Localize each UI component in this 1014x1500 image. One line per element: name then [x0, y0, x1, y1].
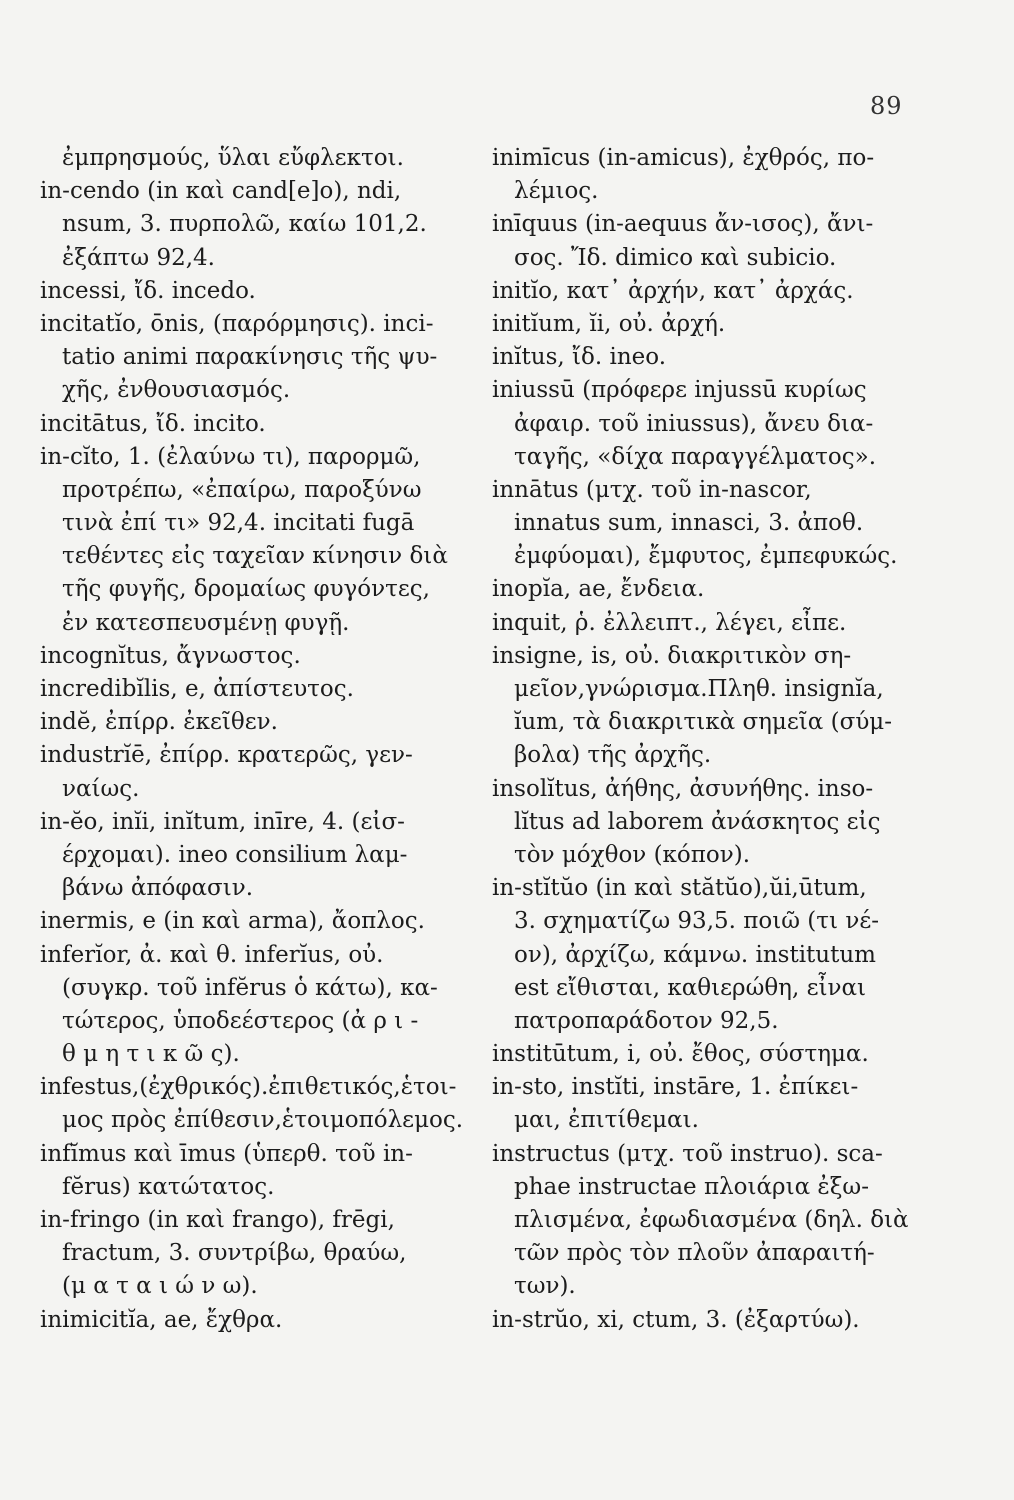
- right-column: [492, 142, 932, 1337]
- dictionary-line: 3. σχηματίζω 93,5. ποιῶ (τι νέ-: [514, 908, 880, 935]
- dictionary-line: πλισμένα, ἐφωδιασμένα (δηλ. διὰ: [514, 1207, 909, 1233]
- dictionary-line: innātus (μτχ. τοῦ in-nascor,: [492, 476, 812, 503]
- dictionary-line: iniussū (πρόφερε injussū κυρίως: [492, 377, 867, 404]
- dictionary-line: των).: [514, 1273, 576, 1300]
- dictionary-line: τῶν πρὸς τὸν πλοῦν ἀπαραιτή-: [514, 1240, 875, 1267]
- dictionary-line: in-sto, instĭti, instāre, 1. ἐπίκει-: [492, 1074, 859, 1101]
- dictionary-line: initĭo, κατ᾽ ἀρχήν, κατ᾽ ἀρχάς.: [492, 277, 854, 304]
- dictionary-line: τώτερος, ὑποδεέστερος (ἀ ρ ι -: [62, 1007, 419, 1034]
- dictionary-line: προτρέπω, «ἐπαίρω, παροξύνω: [62, 476, 422, 503]
- dictionary-line: tatio animi παρακίνησις τῆς ψυ-: [62, 344, 438, 371]
- dictionary-line: ἀφαιρ. τοῦ iniussus), ἄνευ δια-: [514, 410, 874, 437]
- left-column: [40, 142, 480, 1337]
- dictionary-line: ἐξάπτω 92,4.: [62, 244, 215, 271]
- dictionary-line: in-stĭtŭo (in καὶ stătŭo),ŭi,ūtum,: [492, 875, 867, 902]
- dictionary-line: τὸν μόχθον (κόπον).: [514, 841, 751, 868]
- dictionary-line: inimicitĭa, ae, ἔχθρα.: [40, 1306, 283, 1333]
- dictionary-line: ναίως.: [62, 775, 140, 802]
- dictionary-line: institūtum, i, οὐ. ἔθος, σύστημα.: [492, 1041, 869, 1068]
- dictionary-line: initĭum, ĭi, οὐ. ἀρχή.: [492, 310, 726, 337]
- dictionary-line: in-cendo (in καὶ cand[e]o), ndi,: [40, 178, 402, 205]
- dictionary-line: insigne, is, οὐ. διακριτικὸν ση-: [492, 642, 852, 669]
- dictionary-line: τεθέντες εἰς ταχεῖαν κίνησιν διὰ: [62, 543, 448, 570]
- dictionary-line: πατροπαράδοτον 92,5.: [514, 1007, 779, 1034]
- dictionary-line: χῆς, ἐνθουσιασμός.: [62, 377, 291, 404]
- dictionary-line: incitatĭo, ōnis, (παρόρμησις). inci-: [40, 310, 434, 337]
- dictionary-line: in-cĭto, 1. (ἐλαύνω τι), παρορμῶ,: [40, 443, 421, 470]
- page-number: 89: [870, 92, 903, 120]
- dictionary-line: βάνω ἀπόφασιν.: [62, 875, 254, 902]
- dictionary-line: inferĭor, ἀ. καὶ θ. inferĭus, οὐ.: [40, 941, 384, 968]
- dictionary-line: inīquus (in-aequus ἄν-ισος), ἄνι-: [492, 211, 874, 238]
- dictionary-line: (συγκρ. τοῦ infĕrus ὁ κάτω), κα-: [62, 974, 438, 1001]
- dictionary-line: incognĭtus, ἄγνωστος.: [40, 642, 301, 669]
- dictionary-line: in-strŭo, xi, ctum, 3. (ἐξαρτύω).: [492, 1306, 860, 1333]
- dictionary-line: τινὰ ἐπί τι» 92,4. incitati fugā: [62, 510, 415, 537]
- dictionary-line: σος. Ἴδ. dimico καὶ subicio.: [514, 244, 837, 271]
- dictionary-line: ἐν κατεσπευσμένῃ φυγῇ.: [62, 609, 350, 636]
- dictionary-line: μαι, ἐπιτίθεμαι.: [514, 1107, 699, 1134]
- dictionary-line: inĭtus, ἴδ. ineo.: [492, 344, 667, 371]
- dictionary-line: ταγῆς, «δίχα παραγγέλματος».: [514, 443, 877, 470]
- dictionary-line: inopĭa, ae, ἔνδεια.: [492, 576, 705, 603]
- dictionary-line: innatus sum, innasci, 3. ἀποθ.: [514, 510, 864, 537]
- dictionary-line: inimīcus (in-amicus), ἐχθρός, πο-: [492, 145, 875, 171]
- dictionary-line: τῆς φυγῆς, δρομαίως φυγόντες,: [62, 576, 430, 603]
- dictionary-line: industrĭē, ἐπίρρ. κρατερῶς, γεν-: [40, 742, 413, 769]
- dictionary-line: infestus,(ἐχθρικός).ἐπιθετικός,ἑτοι-: [40, 1074, 457, 1101]
- dictionary-line: μεῖον,γνώρισμα.Πληθ. insignĭa,: [514, 676, 884, 702]
- dictionary-line: λέμιος.: [514, 178, 599, 205]
- dictionary-line: fĕrus) κατώτατος.: [62, 1173, 275, 1200]
- dictionary-line: βολα) τῆς ἀρχῆς.: [514, 742, 712, 769]
- dictionary-line: fractum, 3. συντρίβω, θραύω,: [62, 1240, 407, 1267]
- dictionary-line: (μ α τ α ι ώ ν ω).: [62, 1273, 258, 1300]
- dictionary-line: ον), ἀρχίζω, κάμνω. institutum: [514, 941, 876, 968]
- dictionary-line: έρχομαι). ineo consilium λαμ-: [62, 841, 408, 868]
- dictionary-line: nsum, 3. πυρπολῶ, καίω 101,2.: [62, 211, 427, 238]
- dictionary-line: inquit, ῥ. ἐλλειπτ., λέγει, εἶπε.: [492, 609, 847, 636]
- dictionary-line: μος πρὸς ἐπίθεσιν,ἑτοιμοπόλεμος.: [62, 1107, 464, 1134]
- dictionary-line: incitātus, ἴδ. incito.: [40, 410, 266, 437]
- dictionary-line: incredibĭlis, e, ἀπίστευτος.: [40, 676, 354, 702]
- dictionary-line: θ μ η τ ι κ ῶ ς).: [62, 1041, 240, 1068]
- dictionary-line: inermis, e (in καὶ arma), ἄοπλος.: [40, 908, 425, 935]
- dictionary-line: incessi, ἴδ. incedo.: [40, 277, 256, 304]
- dictionary-line: indĕ, ἐπίρρ. ἐκεῖθεν.: [40, 709, 278, 736]
- dictionary-line: lĭtus ad laborem ἀνάσκητος εἰς: [514, 808, 881, 835]
- dictionary-line: instructus (μτχ. τοῦ instruo). sca-: [492, 1140, 883, 1167]
- dictionary-line: insolĭtus, ἀήθης, ἀσυνήθης. inso-: [492, 775, 874, 802]
- dictionary-line: phae instructae πλοιάρια ἐξω-: [514, 1173, 869, 1200]
- dictionary-line: ĭum, τὰ διακριτικὰ σημεῖα (σύμ-: [514, 709, 893, 736]
- dictionary-line: ἐμπρησμούς, ὕλαι εὔφλεκτοι.: [62, 145, 404, 171]
- dictionary-line: est εἴθισται, καθιερώθη, εἶναι: [514, 974, 867, 1001]
- dictionary-line: in-ĕo, inĭi, inĭtum, inīre, 4. (εἰσ-: [40, 808, 405, 835]
- dictionary-line: in-fringo (in καὶ frango), frēgi,: [40, 1207, 395, 1233]
- dictionary-line: ἐμφύομαι), ἔμφυτος, ἐμπεφυκώς.: [514, 543, 898, 570]
- dictionary-line: infĭmus καὶ īmus (ὑπερθ. τοῦ in-: [40, 1140, 413, 1167]
